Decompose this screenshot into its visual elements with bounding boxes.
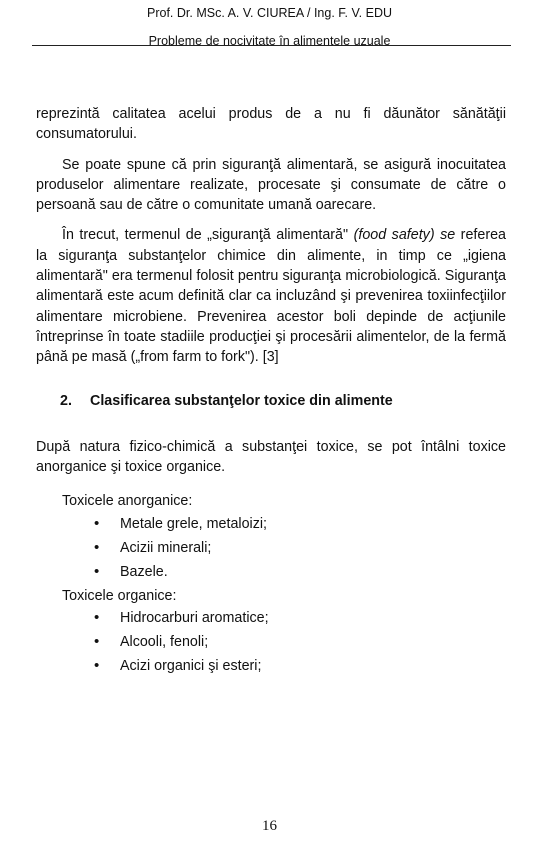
header-divider bbox=[32, 45, 511, 46]
list-item bbox=[36, 630, 506, 654]
header-authors: Prof. Dr. MSc. A. V. CIUREA / Ing. F. V. EDU bbox=[147, 6, 392, 20]
bullet-icon: • bbox=[94, 609, 100, 627]
list-item-text: Alcooli, fenoli; bbox=[120, 634, 209, 651]
page-number: 16 bbox=[262, 818, 277, 834]
list-item bbox=[36, 606, 506, 630]
paragraph-3 bbox=[36, 225, 506, 367]
list-item-text: Bazele. bbox=[120, 563, 168, 580]
inorganic-list bbox=[36, 512, 506, 584]
section-heading bbox=[60, 391, 506, 411]
paragraph-2: Se poate spune că prin siguranţă alimentară, se asigură inocuitatea produselor alimentare realizate, procesate şi consumate de către o persoană sau de către o comunitate umană oarecare. bbox=[36, 156, 506, 214]
header-title: Probleme de nocivitate în alimentele uzuale bbox=[148, 34, 391, 48]
section-number: 2. bbox=[60, 392, 72, 409]
inorganic-label: Toxicele anorganice: bbox=[62, 493, 193, 510]
intro-paragraph: După natura fizico-chimică a substanţei toxice, se pot întâlni toxice anorganice şi toxice organice. bbox=[36, 438, 506, 476]
list-item-text: Metale grele, metaloizi; bbox=[120, 515, 268, 532]
paragraph-3-term: (food safety) se bbox=[353, 227, 456, 244]
bullet-icon: • bbox=[94, 538, 100, 556]
bullet-icon: • bbox=[94, 657, 100, 675]
page-header bbox=[0, 4, 539, 50]
list-item bbox=[36, 654, 506, 678]
bullet-icon: • bbox=[94, 633, 100, 651]
organic-list bbox=[36, 606, 506, 678]
list-item bbox=[36, 536, 506, 560]
section-title: Clasificarea substanţelor toxice din alimente bbox=[90, 392, 393, 409]
list-item-text: Acizii minerali; bbox=[120, 539, 212, 556]
list-item-text: Hidrocarburi aromatice; bbox=[120, 610, 269, 627]
list-item bbox=[36, 512, 506, 536]
bullet-icon: • bbox=[94, 514, 100, 532]
bullet-icon: • bbox=[94, 562, 100, 580]
list-item bbox=[36, 560, 506, 584]
paragraph-3-part-a: În trecut, termenul de „siguranţă alimentară" bbox=[62, 227, 354, 244]
paragraph-3-part-c: referea la siguranţa substanţelor chimice din alimente, in timp ce „igiena alimentară" era termenul folosit pentru siguranţa microbiologică. Siguranţa alimentară este acum definită clar ca incluzând şi prevenirea toxiinfecţiilor alimentare microbiene. Prevenirea acestor boli depinde de acţiunile întreprinse în toate stadiile producţiei şi procesării alimentelor, de la fermă până pe masă („from farm to fork"). [3] bbox=[36, 227, 506, 366]
list-item-text: Acizi organici şi esteri; bbox=[120, 658, 262, 675]
paragraph-1: reprezintă calitatea acelui produs de a nu fi dăunător sănătăţii consumatorului. bbox=[36, 106, 506, 143]
page-body bbox=[36, 104, 506, 678]
organic-label: Toxicele organice: bbox=[62, 587, 177, 604]
